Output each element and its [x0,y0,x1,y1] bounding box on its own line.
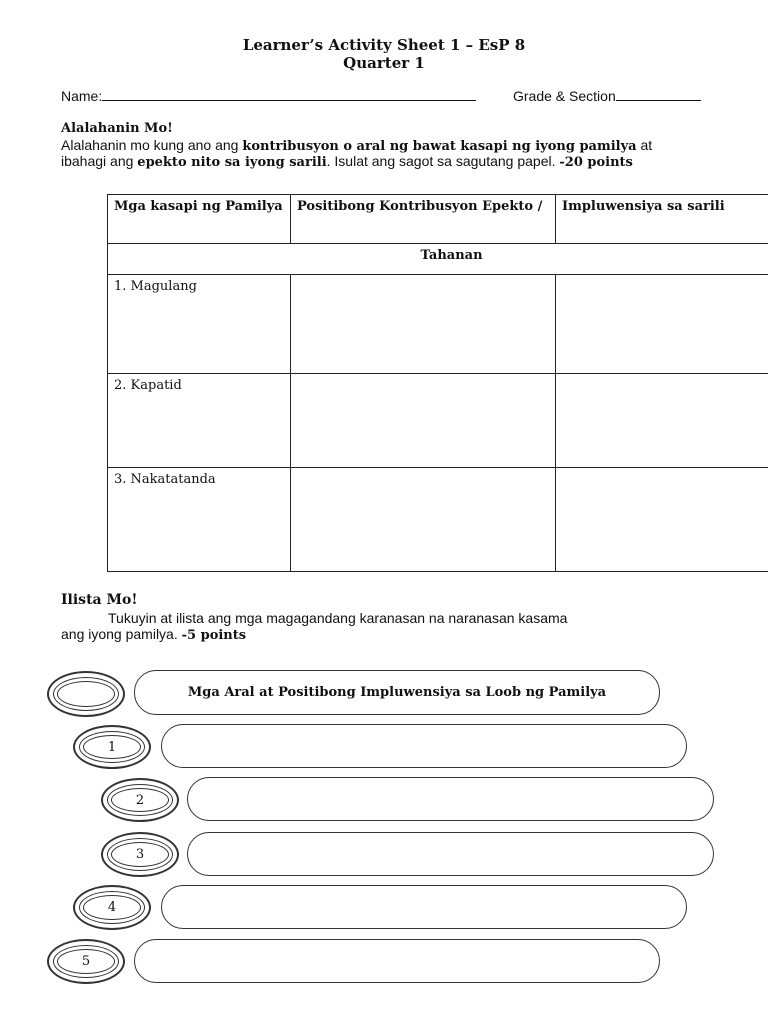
number-ring-3 [101,832,179,877]
member-cell: 3. Nakatatanda [108,468,291,572]
table-header: Impluwensiya sa sarili [556,195,768,244]
item-number: 2 [135,792,145,808]
answer-cell[interactable] [291,468,556,572]
section1-instruction-line2 [61,153,633,171]
answer-box-1[interactable] [161,724,687,768]
grade-section-blank[interactable] [616,100,701,101]
item-number: 5 [81,954,91,969]
table-section-label: Tahanan [108,244,768,275]
instruction-text: Alalahanin mo kung ano ang [61,137,243,153]
answer-box-4[interactable] [161,885,687,929]
number-ring-4 [73,885,151,930]
family-contribution-table [107,194,768,572]
member-cell: 2. Kapatid [108,374,291,468]
table-header: Positibong Kontribusyon Epekto / [291,195,556,244]
name-label: Name: [61,88,103,104]
ring-inner-2 [111,788,169,812]
item-number: 1 [107,739,117,755]
table-row [108,374,768,468]
table-header-row [108,195,768,244]
grade-section-label: Grade & Section [513,88,616,104]
answer-cell[interactable] [556,468,768,572]
answer-cell[interactable] [291,374,556,468]
member-cell: 1. Magulang [108,275,291,374]
ring-inner-2 [57,681,115,707]
instruction-text: ang iyong pamilya. [61,626,182,642]
ring-inner-2 [83,735,141,759]
number-ring-5 [47,939,125,984]
answer-box-2[interactable] [187,777,714,821]
answer-cell[interactable] [556,275,768,374]
table-section-row [108,244,768,275]
table-row [108,468,768,572]
instruction-emphasis: epekto nito sa iyong sarili [137,155,327,170]
answer-cell[interactable] [556,374,768,468]
instruction-text: . Isulat ang sagot sa sagutang papel. [326,153,560,169]
item-number: 3 [135,847,145,862]
ring-inner-2 [83,895,141,920]
answer-cell[interactable] [291,275,556,374]
table-header: Mga kasapi ng Pamilya [108,195,291,244]
ring-inner-2 [57,949,115,974]
answer-box-3[interactable] [187,832,714,876]
organizer-title: Mga Aral at Positibong Impluwensiya sa Loob ng Pamilya [187,685,607,700]
points-label: -20 points [559,155,633,170]
section1-heading: Alalahanin Mo! [61,121,173,136]
name-blank[interactable] [102,100,476,101]
instruction-text: ibahagi ang [61,153,138,169]
answer-box-5[interactable] [134,939,660,983]
section2-heading: Ilista Mo! [61,592,138,608]
points-label: -5 points [181,628,247,643]
sheet-subtitle: Quarter 1 [343,54,425,72]
instruction-text: at [636,137,653,153]
number-ring-1 [73,725,151,769]
grade-section-field[interactable] [513,88,701,104]
number-ring-2 [101,778,179,822]
instruction-text: Tukuyin at ilista ang mga magagandang karanasan na naranasan kasama [108,610,568,626]
name-field[interactable] [61,88,476,104]
item-number: 4 [107,900,117,915]
section2-instruction-line2 [61,626,246,644]
sheet-title: Learner’s Activity Sheet 1 – EsP 8 [242,36,526,54]
table-row [108,275,768,374]
title-ring-icon [47,671,125,717]
instruction-emphasis: kontribusyon o aral ng bawat kasapi ng iyong pamilya [242,139,637,154]
organizer-title-box [134,670,660,715]
ring-inner-2 [111,842,169,867]
